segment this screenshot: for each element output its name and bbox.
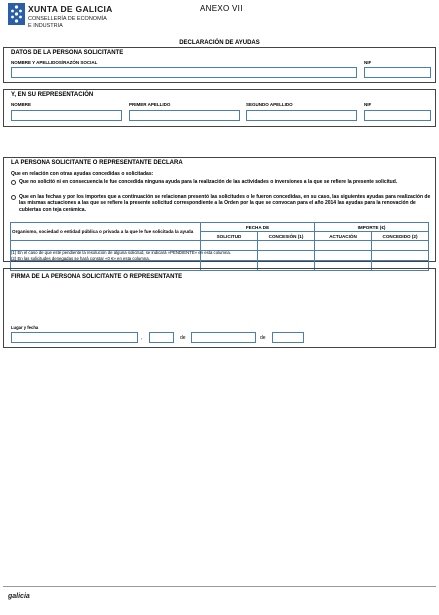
de-label-2: de (260, 335, 266, 341)
applicant-nif-label: NIF (364, 60, 372, 65)
column-header-solicitud: SOLICITUD (201, 232, 258, 241)
column-header-concedido: CONCEDIDO (2) (372, 232, 429, 241)
signature-section (3, 268, 436, 348)
applicant-name-label: NOMBRE Y APELLIDOS/RAZÓN SOCIAL (11, 60, 98, 65)
table-cell[interactable] (315, 251, 372, 261)
de-label-1: de (180, 335, 186, 341)
date-group-header: FECHA DE (201, 223, 315, 232)
representative-second-surname-label: SEGUNDO APELLIDO (246, 102, 293, 107)
footer-divider (3, 586, 436, 587)
table-cell[interactable] (315, 241, 372, 251)
declaration-intro: Que en relación con otras ayudas concedidas o solicitadas: (11, 171, 154, 177)
declaration-section-title: LA PERSONA SOLICITANTE O REPRESENTANTE DECLARA (11, 160, 183, 166)
table-cell[interactable] (258, 241, 315, 251)
place-date-label: Lugar y fecha (11, 325, 39, 330)
column-header-concesion: CONCESIÓN (1) (258, 232, 315, 241)
column-header-actuacion: ACTUACIÓN (315, 232, 372, 241)
signature-section-title: FIRMA DE LA PERSONA SOLICITANTE O REPRESENTANTE (11, 274, 183, 280)
org-column-header: Organismo, sociedad o entidad pública o privada a la que le fue solicitada la ayuda (11, 223, 201, 241)
logo-title: XUNTA DE GALICIA (28, 4, 113, 14)
representative-nif-label: NIF (364, 102, 372, 107)
applicant-section-title: DATOS DE LA PERSONA SOLICITANTE (11, 50, 124, 56)
table-row (11, 241, 429, 251)
representative-first-surname-field[interactable] (129, 110, 240, 121)
radio-option-aid-list[interactable] (11, 195, 16, 200)
table-cell[interactable] (258, 251, 315, 261)
representative-first-surname-label: PRIMER APELLIDO (129, 102, 171, 107)
day-field[interactable] (149, 332, 174, 343)
logo-subtitle-2: E INDUSTRIA (28, 23, 63, 29)
representative-nif-field[interactable] (364, 110, 431, 121)
month-field[interactable] (191, 332, 256, 343)
table-cell[interactable] (372, 241, 429, 251)
footnote-2: (2) En las solicitudes denegadas se hará constar «0 €» en esta columna. (11, 256, 150, 261)
representative-section (3, 89, 436, 127)
option-no-aid-text: Que no solicitó ni en consecuencia le fue concedida ninguna ayuda para la realización de las actividades o inversiones a la que se refiere la presente solicitud. (19, 179, 398, 185)
xunta-galicia-logo-icon (8, 3, 25, 25)
representative-section-title: Y, EN SU REPRESENTACIÓN (11, 92, 94, 98)
applicant-nif-field[interactable] (364, 67, 431, 78)
place-field[interactable] (11, 332, 138, 343)
annex-label: ANEXO VII (200, 4, 243, 13)
aid-table (10, 222, 429, 271)
footnote-1: (1) En el caso de que esté pendiente la resolución de alguna solicitud, se indicará «PENDIENTE» en esta columna. (11, 250, 231, 255)
option-aid-list-text: Que en las fechas y por los importes que a continuación se relacionan presentó las solicitudes o le fueron concedidas, en su caso, las siguientes ayudas para realización de las mismas actuaciones a las que se refiere la presente solicitud correspondiente a la Orden por la que se convocan para el año 2014 las ayudas para la renovación de cubiertas con teja cerámica. (19, 194, 431, 213)
table-cell[interactable] (372, 251, 429, 261)
table-cell[interactable] (11, 241, 201, 251)
representative-second-surname-field[interactable] (246, 110, 357, 121)
galicia-footer-logo-icon: galicia (8, 593, 30, 600)
xunta-logo (8, 3, 128, 33)
table-cell[interactable] (201, 241, 258, 251)
amount-group-header: IMPORTE (€) (315, 223, 429, 232)
applicant-name-field[interactable] (11, 67, 357, 78)
radio-option-no-aid[interactable] (11, 180, 16, 185)
document-title: DECLARACIÓN DE AYUDAS (179, 40, 260, 46)
comma-separator: , (141, 335, 143, 341)
applicant-section (3, 47, 436, 83)
representative-name-field[interactable] (11, 110, 122, 121)
year-field[interactable] (272, 332, 304, 343)
representative-name-label: NOMBRE (11, 102, 31, 107)
logo-subtitle-1: CONSELLERÍA DE ECONOMÍA (28, 16, 107, 22)
